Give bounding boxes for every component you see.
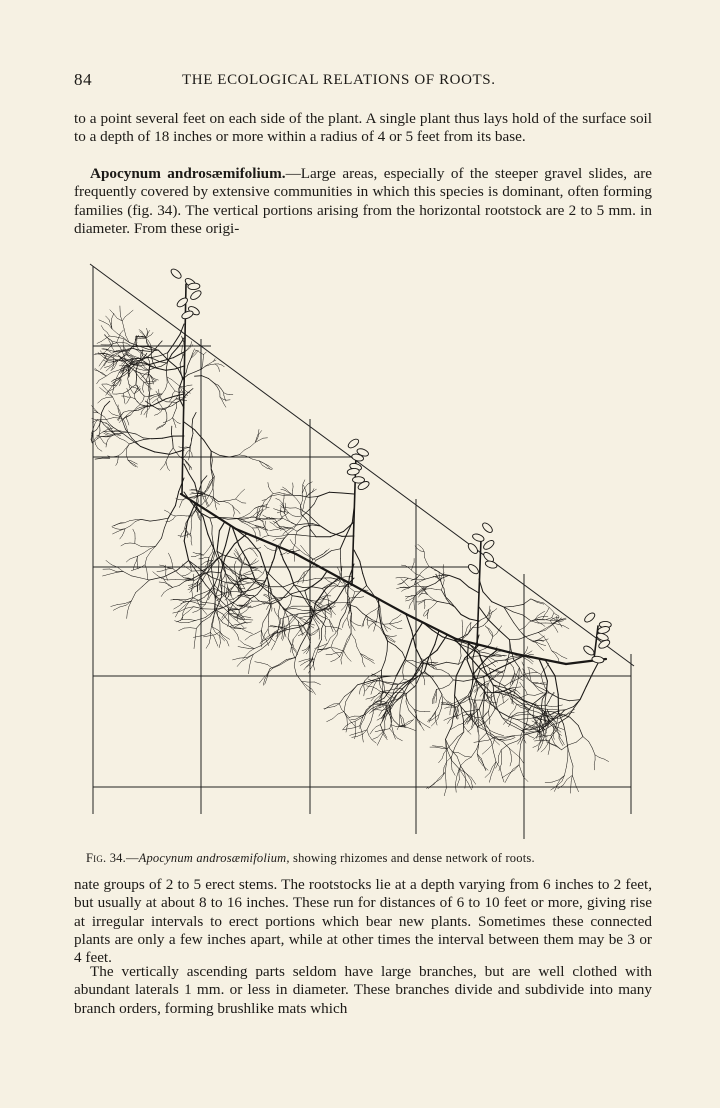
paragraph-3: nate groups of 2 to 5 erect stems. The rootstocks lie at a depth varying from 6 inches to 2 feet, but usually at about 8 to 16 inches. These run for distances of 6 to 10 feet or more, giving rise at irregular intervals to erect portions which bear new plants. Sometimes these connected plants are only a few inches apart, while at other times the interval between them may be 3 or 4 feet. xyxy=(74,876,652,967)
figure-caption-text: showing rhizomes and dense network of roots. xyxy=(289,851,535,865)
species-heading: Apocynum androsæmifolium. xyxy=(90,165,286,182)
page-number: 84 xyxy=(74,70,93,89)
figure-caption: Fig. 34.—Apocynum androsæmifolium, showing rhizomes and dense network of roots. xyxy=(86,851,535,865)
root-system-figure xyxy=(86,254,644,846)
paragraph-2 xyxy=(74,165,652,238)
running-title: THE ECOLOGICAL RELATIONS OF ROOTS. xyxy=(182,72,496,88)
paragraph-2-text: —Large areas, especially of the steeper gravel slides, are frequently covered by extensive communities in which this species is dominant, often forming families (fig. 34). The vertical portions arising from the horizontal rootstock are 2 to 5 mm. in diameter. From these origi- xyxy=(74,165,653,237)
figure-label: Fig. 34. xyxy=(86,851,126,865)
figure-species: Apocynum androsæmifolium, xyxy=(138,851,290,865)
running-header xyxy=(74,70,652,92)
root-drawing xyxy=(86,254,644,846)
paragraph-4: The vertically ascending parts seldom have large branches, but are well clothed with abundant laterals 1 mm. or less in diameter. These branches divide and subdivide into many branch orders, forming brushlike mats which xyxy=(74,963,652,1017)
paragraph-1: to a point several feet on each side of the plant. A single plant thus lays hold of the surface soil to a depth of 18 inches or more within a radius of 4 or 5 feet from its base. xyxy=(74,110,652,146)
